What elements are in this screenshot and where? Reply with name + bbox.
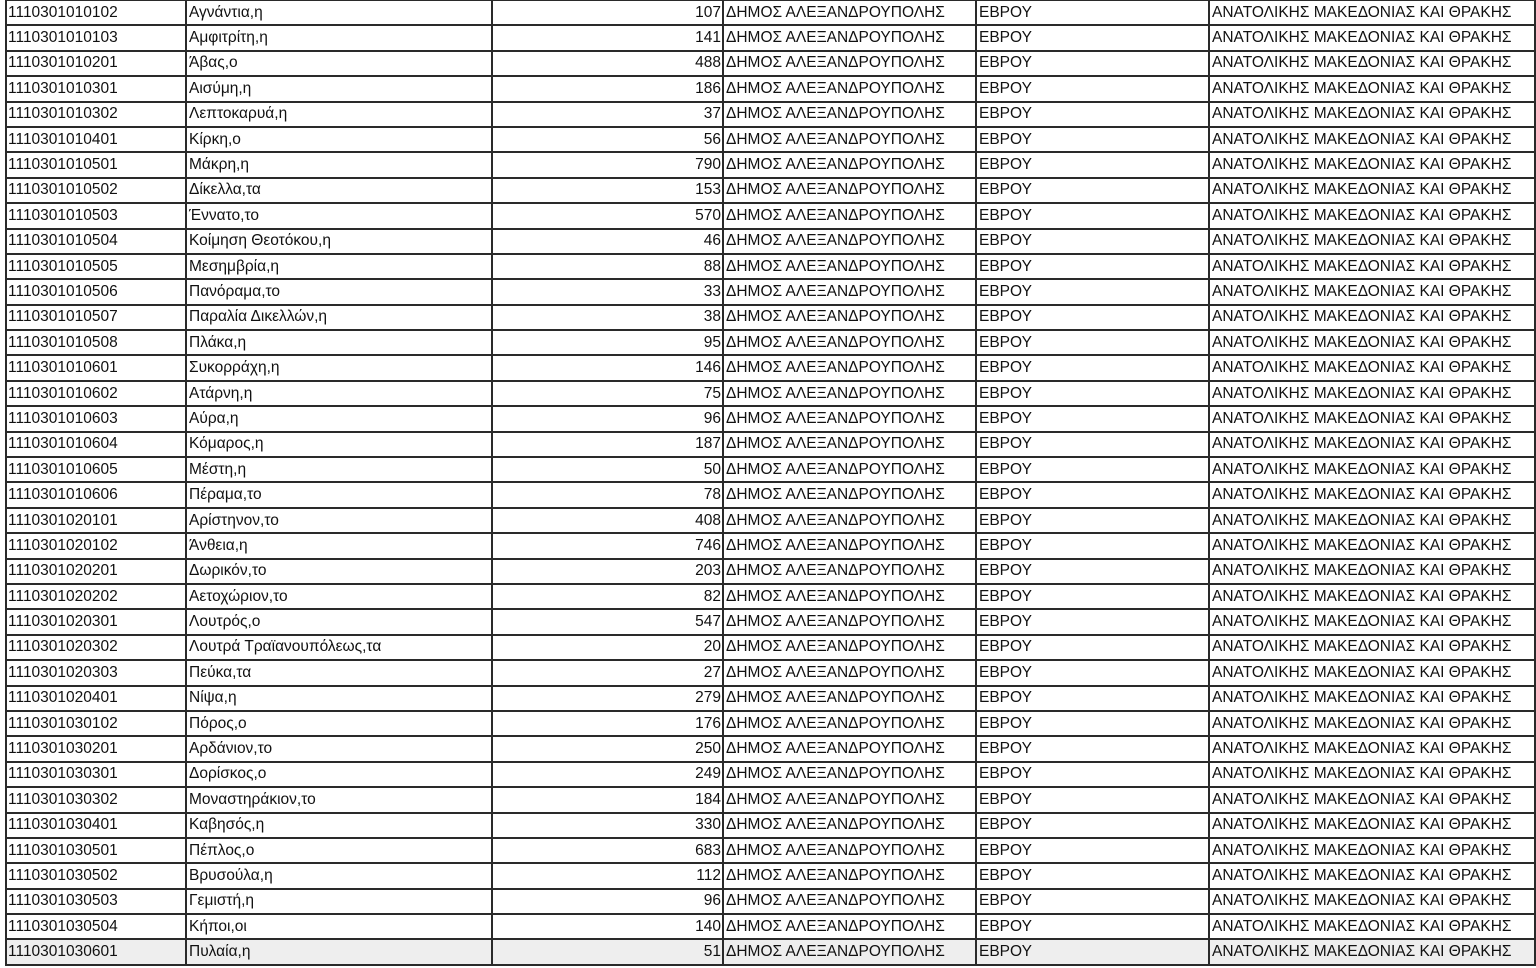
population-cell[interactable]: 82 — [492, 584, 723, 609]
regional-unit-cell[interactable]: ΕΒΡΟΥ — [976, 939, 1209, 964]
region-cell[interactable]: ΑΝΑΤΟΛΙΚΗΣ ΜΑΚΕΔΟΝΙΑΣ ΚΑΙ ΘΡΑΚΗΣ — [1209, 76, 1535, 101]
population-cell[interactable]: 408 — [492, 508, 723, 533]
population-cell[interactable]: 683 — [492, 838, 723, 863]
table-row[interactable] — [6, 152, 1535, 177]
regional-unit-cell[interactable]: ΕΒΡΟΥ — [976, 711, 1209, 736]
settlement-code-cell[interactable]: 1110301010506 — [6, 279, 186, 304]
region-cell[interactable]: ΑΝΑΤΟΛΙΚΗΣ ΜΑΚΕΔΟΝΙΑΣ ΚΑΙ ΘΡΑΚΗΣ — [1209, 432, 1535, 457]
table-row[interactable] — [6, 76, 1535, 101]
settlement-code-cell[interactable]: 1110301020302 — [6, 635, 186, 660]
settlement-name-cell[interactable]: Πόρος,ο — [186, 711, 492, 736]
regional-unit-cell[interactable]: ΕΒΡΟΥ — [976, 609, 1209, 634]
settlement-code-cell[interactable]: 1110301010605 — [6, 457, 186, 482]
settlement-code-cell[interactable]: 1110301020301 — [6, 609, 186, 634]
settlement-code-cell[interactable]: 1110301030502 — [6, 863, 186, 888]
table-row[interactable] — [6, 355, 1535, 380]
population-cell[interactable]: 746 — [492, 533, 723, 558]
region-cell[interactable]: ΑΝΑΤΟΛΙΚΗΣ ΜΑΚΕΔΟΝΙΑΣ ΚΑΙ ΘΡΑΚΗΣ — [1209, 178, 1535, 203]
region-cell[interactable]: ΑΝΑΤΟΛΙΚΗΣ ΜΑΚΕΔΟΝΙΑΣ ΚΑΙ ΘΡΑΚΗΣ — [1209, 686, 1535, 711]
population-cell[interactable]: 78 — [492, 482, 723, 507]
settlement-name-cell[interactable]: Αισύμη,η — [186, 76, 492, 101]
settlement-name-cell[interactable]: Λουτρά Τραϊανουπόλεως,τα — [186, 635, 492, 660]
region-cell[interactable]: ΑΝΑΤΟΛΙΚΗΣ ΜΑΚΕΔΟΝΙΑΣ ΚΑΙ ΘΡΑΚΗΣ — [1209, 559, 1535, 584]
settlement-name-cell[interactable]: Ατάρνη,η — [186, 381, 492, 406]
municipality-cell[interactable]: ΔΗΜΟΣ ΑΛΕΞΑΝΔΡΟΥΠΟΛΗΣ — [723, 76, 976, 101]
settlement-code-cell[interactable]: 1110301010102 — [6, 0, 186, 25]
municipality-cell[interactable]: ΔΗΜΟΣ ΑΛΕΞΑΝΔΡΟΥΠΟΛΗΣ — [723, 51, 976, 76]
regional-unit-cell[interactable]: ΕΒΡΟΥ — [976, 0, 1209, 25]
municipality-cell[interactable]: ΔΗΜΟΣ ΑΛΕΞΑΝΔΡΟΥΠΟΛΗΣ — [723, 533, 976, 558]
population-cell[interactable]: 330 — [492, 813, 723, 838]
settlement-code-cell[interactable]: 1110301020101 — [6, 508, 186, 533]
table-row[interactable] — [6, 381, 1535, 406]
regional-unit-cell[interactable]: ΕΒΡΟΥ — [976, 51, 1209, 76]
municipality-cell[interactable]: ΔΗΜΟΣ ΑΛΕΞΑΝΔΡΟΥΠΟΛΗΣ — [723, 482, 976, 507]
settlement-code-cell[interactable]: 1110301010504 — [6, 229, 186, 254]
region-cell[interactable]: ΑΝΑΤΟΛΙΚΗΣ ΜΑΚΕΔΟΝΙΑΣ ΚΑΙ ΘΡΑΚΗΣ — [1209, 0, 1535, 25]
table-row[interactable] — [6, 736, 1535, 761]
table-row[interactable] — [6, 432, 1535, 457]
region-cell[interactable]: ΑΝΑΤΟΛΙΚΗΣ ΜΑΚΕΔΟΝΙΑΣ ΚΑΙ ΘΡΑΚΗΣ — [1209, 279, 1535, 304]
municipality-cell[interactable]: ΔΗΜΟΣ ΑΛΕΞΑΝΔΡΟΥΠΟΛΗΣ — [723, 660, 976, 685]
region-cell[interactable]: ΑΝΑΤΟΛΙΚΗΣ ΜΑΚΕΔΟΝΙΑΣ ΚΑΙ ΘΡΑΚΗΣ — [1209, 736, 1535, 761]
population-cell[interactable]: 203 — [492, 559, 723, 584]
region-cell[interactable]: ΑΝΑΤΟΛΙΚΗΣ ΜΑΚΕΔΟΝΙΑΣ ΚΑΙ ΘΡΑΚΗΣ — [1209, 635, 1535, 660]
population-cell[interactable]: 96 — [492, 889, 723, 914]
population-cell[interactable]: 790 — [492, 152, 723, 177]
municipality-cell[interactable]: ΔΗΜΟΣ ΑΛΕΞΑΝΔΡΟΥΠΟΛΗΣ — [723, 762, 976, 787]
municipality-cell[interactable]: ΔΗΜΟΣ ΑΛΕΞΑΝΔΡΟΥΠΟΛΗΣ — [723, 330, 976, 355]
settlement-code-cell[interactable]: 1110301030601 — [6, 939, 186, 964]
population-cell[interactable]: 46 — [492, 229, 723, 254]
table-row[interactable] — [6, 508, 1535, 533]
table-row[interactable] — [6, 787, 1535, 812]
settlement-name-cell[interactable]: Δωρικόν,το — [186, 559, 492, 584]
region-cell[interactable]: ΑΝΑΤΟΛΙΚΗΣ ΜΑΚΕΔΟΝΙΑΣ ΚΑΙ ΘΡΑΚΗΣ — [1209, 762, 1535, 787]
settlement-code-cell[interactable]: 1110301020401 — [6, 686, 186, 711]
region-cell[interactable]: ΑΝΑΤΟΛΙΚΗΣ ΜΑΚΕΔΟΝΙΑΣ ΚΑΙ ΘΡΑΚΗΣ — [1209, 863, 1535, 888]
settlement-name-cell[interactable]: Καβησός,η — [186, 813, 492, 838]
population-cell[interactable]: 184 — [492, 787, 723, 812]
population-cell[interactable]: 250 — [492, 736, 723, 761]
settlement-code-cell[interactable]: 1110301030501 — [6, 838, 186, 863]
population-cell[interactable]: 547 — [492, 609, 723, 634]
population-cell[interactable]: 140 — [492, 914, 723, 939]
settlement-name-cell[interactable]: Κήποι,οι — [186, 914, 492, 939]
settlement-name-cell[interactable]: Αύρα,η — [186, 406, 492, 431]
population-cell[interactable]: 570 — [492, 203, 723, 228]
table-row[interactable] — [6, 660, 1535, 685]
regional-unit-cell[interactable]: ΕΒΡΟΥ — [976, 889, 1209, 914]
settlement-code-cell[interactable]: 1110301010401 — [6, 127, 186, 152]
settlement-code-cell[interactable]: 1110301020303 — [6, 660, 186, 685]
settlement-code-cell[interactable]: 1110301020201 — [6, 559, 186, 584]
population-cell[interactable]: 95 — [492, 330, 723, 355]
municipality-cell[interactable]: ΔΗΜΟΣ ΑΛΕΞΑΝΔΡΟΥΠΟΛΗΣ — [723, 863, 976, 888]
population-cell[interactable]: 56 — [492, 127, 723, 152]
table-body — [6, 0, 1535, 965]
municipality-cell[interactable]: ΔΗΜΟΣ ΑΛΕΞΑΝΔΡΟΥΠΟΛΗΣ — [723, 178, 976, 203]
table-row[interactable] — [6, 127, 1535, 152]
settlement-code-cell[interactable]: 1110301030301 — [6, 762, 186, 787]
region-cell[interactable]: ΑΝΑΤΟΛΙΚΗΣ ΜΑΚΕΔΟΝΙΑΣ ΚΑΙ ΘΡΑΚΗΣ — [1209, 406, 1535, 431]
settlement-name-cell[interactable]: Παραλία Δικελλών,η — [186, 305, 492, 330]
municipality-cell[interactable]: ΔΗΜΟΣ ΑΛΕΞΑΝΔΡΟΥΠΟΛΗΣ — [723, 736, 976, 761]
settlement-name-cell[interactable]: Αγνάντια,η — [186, 0, 492, 25]
regional-unit-cell[interactable]: ΕΒΡΟΥ — [976, 152, 1209, 177]
municipality-cell[interactable]: ΔΗΜΟΣ ΑΛΕΞΑΝΔΡΟΥΠΟΛΗΣ — [723, 711, 976, 736]
table-row[interactable] — [6, 203, 1535, 228]
table-row[interactable] — [6, 406, 1535, 431]
settlements-table — [5, 0, 1536, 966]
settlement-name-cell[interactable]: Πεύκα,τα — [186, 660, 492, 685]
municipality-cell[interactable]: ΔΗΜΟΣ ΑΛΕΞΑΝΔΡΟΥΠΟΛΗΣ — [723, 254, 976, 279]
municipality-cell[interactable]: ΔΗΜΟΣ ΑΛΕΞΑΝΔΡΟΥΠΟΛΗΣ — [723, 406, 976, 431]
municipality-cell[interactable]: ΔΗΜΟΣ ΑΛΕΞΑΝΔΡΟΥΠΟΛΗΣ — [723, 939, 976, 964]
regional-unit-cell[interactable]: ΕΒΡΟΥ — [976, 787, 1209, 812]
population-cell[interactable]: 488 — [492, 51, 723, 76]
regional-unit-cell[interactable]: ΕΒΡΟΥ — [976, 406, 1209, 431]
regional-unit-cell[interactable]: ΕΒΡΟΥ — [976, 584, 1209, 609]
municipality-cell[interactable]: ΔΗΜΟΣ ΑΛΕΞΑΝΔΡΟΥΠΟΛΗΣ — [723, 584, 976, 609]
table-row[interactable] — [6, 51, 1535, 76]
region-cell[interactable]: ΑΝΑΤΟΛΙΚΗΣ ΜΑΚΕΔΟΝΙΑΣ ΚΑΙ ΘΡΑΚΗΣ — [1209, 330, 1535, 355]
regional-unit-cell[interactable]: ΕΒΡΟΥ — [976, 686, 1209, 711]
settlement-name-cell[interactable]: Κόμαρος,η — [186, 432, 492, 457]
municipality-cell[interactable]: ΔΗΜΟΣ ΑΛΕΞΑΝΔΡΟΥΠΟΛΗΣ — [723, 457, 976, 482]
settlement-code-cell[interactable]: 1110301030401 — [6, 813, 186, 838]
population-cell[interactable]: 37 — [492, 102, 723, 127]
regional-unit-cell[interactable]: ΕΒΡΟΥ — [976, 762, 1209, 787]
population-cell[interactable]: 186 — [492, 76, 723, 101]
regional-unit-cell[interactable]: ΕΒΡΟΥ — [976, 25, 1209, 50]
regional-unit-cell[interactable]: ΕΒΡΟΥ — [976, 127, 1209, 152]
settlement-name-cell[interactable]: Άβας,ο — [186, 51, 492, 76]
settlement-name-cell[interactable]: Βρυσούλα,η — [186, 863, 492, 888]
population-cell[interactable]: 96 — [492, 406, 723, 431]
table-row[interactable] — [6, 330, 1535, 355]
region-cell[interactable]: ΑΝΑΤΟΛΙΚΗΣ ΜΑΚΕΔΟΝΙΑΣ ΚΑΙ ΘΡΑΚΗΣ — [1209, 457, 1535, 482]
regional-unit-cell[interactable]: ΕΒΡΟΥ — [976, 355, 1209, 380]
regional-unit-cell[interactable]: ΕΒΡΟΥ — [976, 76, 1209, 101]
region-cell[interactable]: ΑΝΑΤΟΛΙΚΗΣ ΜΑΚΕΔΟΝΙΑΣ ΚΑΙ ΘΡΑΚΗΣ — [1209, 787, 1535, 812]
settlement-code-cell[interactable]: 1110301010201 — [6, 51, 186, 76]
settlement-code-cell[interactable]: 1110301010501 — [6, 152, 186, 177]
municipality-cell[interactable]: ΔΗΜΟΣ ΑΛΕΞΑΝΔΡΟΥΠΟΛΗΣ — [723, 559, 976, 584]
population-cell[interactable]: 141 — [492, 25, 723, 50]
table-row[interactable] — [6, 559, 1535, 584]
regional-unit-cell[interactable]: ΕΒΡΟΥ — [976, 914, 1209, 939]
table-row[interactable] — [6, 229, 1535, 254]
region-cell[interactable]: ΑΝΑΤΟΛΙΚΗΣ ΜΑΚΕΔΟΝΙΑΣ ΚΑΙ ΘΡΑΚΗΣ — [1209, 813, 1535, 838]
settlement-code-cell[interactable]: 1110301010502 — [6, 178, 186, 203]
settlement-name-cell[interactable]: Πανόραμα,το — [186, 279, 492, 304]
region-cell[interactable]: ΑΝΑΤΟΛΙΚΗΣ ΜΑΚΕΔΟΝΙΑΣ ΚΑΙ ΘΡΑΚΗΣ — [1209, 355, 1535, 380]
region-cell[interactable]: ΑΝΑΤΟΛΙΚΗΣ ΜΑΚΕΔΟΝΙΑΣ ΚΑΙ ΘΡΑΚΗΣ — [1209, 254, 1535, 279]
table-row[interactable] — [6, 914, 1535, 939]
region-cell[interactable]: ΑΝΑΤΟΛΙΚΗΣ ΜΑΚΕΔΟΝΙΑΣ ΚΑΙ ΘΡΑΚΗΣ — [1209, 660, 1535, 685]
municipality-cell[interactable]: ΔΗΜΟΣ ΑΛΕΞΑΝΔΡΟΥΠΟΛΗΣ — [723, 381, 976, 406]
settlement-name-cell[interactable]: Αμφιτρίτη,η — [186, 25, 492, 50]
region-cell[interactable]: ΑΝΑΤΟΛΙΚΗΣ ΜΑΚΕΔΟΝΙΑΣ ΚΑΙ ΘΡΑΚΗΣ — [1209, 51, 1535, 76]
regional-unit-cell[interactable]: ΕΒΡΟΥ — [976, 178, 1209, 203]
table-row[interactable] — [6, 863, 1535, 888]
settlement-name-cell[interactable]: Μεσημβρία,η — [186, 254, 492, 279]
region-cell[interactable]: ΑΝΑΤΟΛΙΚΗΣ ΜΑΚΕΔΟΝΙΑΣ ΚΑΙ ΘΡΑΚΗΣ — [1209, 203, 1535, 228]
settlement-code-cell[interactable]: 1110301010503 — [6, 203, 186, 228]
settlement-code-cell[interactable]: 1110301010507 — [6, 305, 186, 330]
municipality-cell[interactable]: ΔΗΜΟΣ ΑΛΕΞΑΝΔΡΟΥΠΟΛΗΣ — [723, 635, 976, 660]
regional-unit-cell[interactable]: ΕΒΡΟΥ — [976, 229, 1209, 254]
settlement-code-cell[interactable]: 1110301010601 — [6, 355, 186, 380]
region-cell[interactable]: ΑΝΑΤΟΛΙΚΗΣ ΜΑΚΕΔΟΝΙΑΣ ΚΑΙ ΘΡΑΚΗΣ — [1209, 889, 1535, 914]
settlement-code-cell[interactable]: 1110301010606 — [6, 482, 186, 507]
settlement-name-cell[interactable]: Δίκελλα,τα — [186, 178, 492, 203]
regional-unit-cell[interactable]: ΕΒΡΟΥ — [976, 203, 1209, 228]
regional-unit-cell[interactable]: ΕΒΡΟΥ — [976, 102, 1209, 127]
regional-unit-cell[interactable]: ΕΒΡΟΥ — [976, 838, 1209, 863]
table-row[interactable] — [6, 813, 1535, 838]
municipality-cell[interactable]: ΔΗΜΟΣ ΑΛΕΞΑΝΔΡΟΥΠΟΛΗΣ — [723, 787, 976, 812]
settlement-name-cell[interactable]: Γεμιστή,η — [186, 889, 492, 914]
table-row[interactable] — [6, 102, 1535, 127]
settlement-name-cell[interactable]: Κοίμηση Θεοτόκου,η — [186, 229, 492, 254]
table-row[interactable] — [6, 762, 1535, 787]
region-cell[interactable]: ΑΝΑΤΟΛΙΚΗΣ ΜΑΚΕΔΟΝΙΑΣ ΚΑΙ ΘΡΑΚΗΣ — [1209, 152, 1535, 177]
settlement-name-cell[interactable]: Αετοχώριον,το — [186, 584, 492, 609]
table-row[interactable] — [6, 711, 1535, 736]
municipality-cell[interactable]: ΔΗΜΟΣ ΑΛΕΞΑΝΔΡΟΥΠΟΛΗΣ — [723, 102, 976, 127]
population-cell[interactable]: 249 — [492, 762, 723, 787]
region-cell[interactable]: ΑΝΑΤΟΛΙΚΗΣ ΜΑΚΕΔΟΝΙΑΣ ΚΑΙ ΘΡΑΚΗΣ — [1209, 229, 1535, 254]
municipality-cell[interactable]: ΔΗΜΟΣ ΑΛΕΞΑΝΔΡΟΥΠΟΛΗΣ — [723, 889, 976, 914]
settlement-name-cell[interactable]: Νίψα,η — [186, 686, 492, 711]
regional-unit-cell[interactable]: ΕΒΡΟΥ — [976, 533, 1209, 558]
region-cell[interactable]: ΑΝΑΤΟΛΙΚΗΣ ΜΑΚΕΔΟΝΙΑΣ ΚΑΙ ΘΡΑΚΗΣ — [1209, 305, 1535, 330]
municipality-cell[interactable]: ΔΗΜΟΣ ΑΛΕΞΑΝΔΡΟΥΠΟΛΗΣ — [723, 813, 976, 838]
settlement-name-cell[interactable]: Πέραμα,το — [186, 482, 492, 507]
population-cell[interactable]: 50 — [492, 457, 723, 482]
municipality-cell[interactable]: ΔΗΜΟΣ ΑΛΕΞΑΝΔΡΟΥΠΟΛΗΣ — [723, 838, 976, 863]
settlement-code-cell[interactable]: 1110301010302 — [6, 102, 186, 127]
region-cell[interactable]: ΑΝΑΤΟΛΙΚΗΣ ΜΑΚΕΔΟΝΙΑΣ ΚΑΙ ΘΡΑΚΗΣ — [1209, 25, 1535, 50]
table-row[interactable] — [6, 457, 1535, 482]
regional-unit-cell[interactable]: ΕΒΡΟΥ — [976, 508, 1209, 533]
regional-unit-cell[interactable]: ΕΒΡΟΥ — [976, 381, 1209, 406]
table-row[interactable] — [6, 889, 1535, 914]
settlement-name-cell[interactable]: Πλάκα,η — [186, 330, 492, 355]
population-cell[interactable]: 279 — [492, 686, 723, 711]
table-row[interactable] — [6, 686, 1535, 711]
regional-unit-cell[interactable]: ΕΒΡΟΥ — [976, 279, 1209, 304]
municipality-cell[interactable]: ΔΗΜΟΣ ΑΛΕΞΑΝΔΡΟΥΠΟΛΗΣ — [723, 0, 976, 25]
settlement-name-cell[interactable]: Μάκρη,η — [186, 152, 492, 177]
regional-unit-cell[interactable]: ΕΒΡΟΥ — [976, 330, 1209, 355]
settlement-code-cell[interactable]: 1110301010508 — [6, 330, 186, 355]
region-cell[interactable]: ΑΝΑΤΟΛΙΚΗΣ ΜΑΚΕΔΟΝΙΑΣ ΚΑΙ ΘΡΑΚΗΣ — [1209, 127, 1535, 152]
region-cell[interactable]: ΑΝΑΤΟΛΙΚΗΣ ΜΑΚΕΔΟΝΙΑΣ ΚΑΙ ΘΡΑΚΗΣ — [1209, 711, 1535, 736]
settlement-name-cell[interactable]: Πέπλος,ο — [186, 838, 492, 863]
regional-unit-cell[interactable]: ΕΒΡΟΥ — [976, 635, 1209, 660]
population-cell[interactable]: 38 — [492, 305, 723, 330]
settlement-name-cell[interactable]: Άνθεια,η — [186, 533, 492, 558]
settlement-code-cell[interactable]: 1110301010301 — [6, 76, 186, 101]
population-cell[interactable]: 20 — [492, 635, 723, 660]
table-row[interactable] — [6, 609, 1535, 634]
population-cell[interactable]: 176 — [492, 711, 723, 736]
population-cell[interactable]: 27 — [492, 660, 723, 685]
regional-unit-cell[interactable]: ΕΒΡΟΥ — [976, 254, 1209, 279]
municipality-cell[interactable]: ΔΗΜΟΣ ΑΛΕΞΑΝΔΡΟΥΠΟΛΗΣ — [723, 305, 976, 330]
table-row[interactable] — [6, 0, 1535, 25]
settlement-name-cell[interactable]: Πυλαία,η — [186, 939, 492, 964]
municipality-cell[interactable]: ΔΗΜΟΣ ΑΛΕΞΑΝΔΡΟΥΠΟΛΗΣ — [723, 229, 976, 254]
region-cell[interactable]: ΑΝΑΤΟΛΙΚΗΣ ΜΑΚΕΔΟΝΙΑΣ ΚΑΙ ΘΡΑΚΗΣ — [1209, 381, 1535, 406]
population-cell[interactable]: 146 — [492, 355, 723, 380]
table-row[interactable] — [6, 482, 1535, 507]
region-cell[interactable]: ΑΝΑΤΟΛΙΚΗΣ ΜΑΚΕΔΟΝΙΑΣ ΚΑΙ ΘΡΑΚΗΣ — [1209, 838, 1535, 863]
population-cell[interactable]: 33 — [492, 279, 723, 304]
regional-unit-cell[interactable]: ΕΒΡΟΥ — [976, 432, 1209, 457]
settlement-code-cell[interactable]: 1110301030201 — [6, 736, 186, 761]
table-row[interactable] — [6, 838, 1535, 863]
municipality-cell[interactable]: ΔΗΜΟΣ ΑΛΕΞΑΝΔΡΟΥΠΟΛΗΣ — [723, 355, 976, 380]
settlement-code-cell[interactable]: 1110301030503 — [6, 889, 186, 914]
table-row[interactable] — [6, 178, 1535, 203]
municipality-cell[interactable]: ΔΗΜΟΣ ΑΛΕΞΑΝΔΡΟΥΠΟΛΗΣ — [723, 432, 976, 457]
regional-unit-cell[interactable]: ΕΒΡΟΥ — [976, 305, 1209, 330]
settlement-name-cell[interactable]: Κίρκη,ο — [186, 127, 492, 152]
population-cell[interactable]: 88 — [492, 254, 723, 279]
settlement-code-cell[interactable]: 1110301010602 — [6, 381, 186, 406]
table-row[interactable] — [6, 279, 1535, 304]
municipality-cell[interactable]: ΔΗΜΟΣ ΑΛΕΞΑΝΔΡΟΥΠΟΛΗΣ — [723, 609, 976, 634]
regional-unit-cell[interactable]: ΕΒΡΟΥ — [976, 660, 1209, 685]
municipality-cell[interactable]: ΔΗΜΟΣ ΑΛΕΞΑΝΔΡΟΥΠΟΛΗΣ — [723, 203, 976, 228]
table-row[interactable] — [6, 635, 1535, 660]
settlement-name-cell[interactable]: Μοναστηράκιον,το — [186, 787, 492, 812]
table-row[interactable] — [6, 25, 1535, 50]
settlement-name-cell[interactable]: Συκορράχη,η — [186, 355, 492, 380]
settlement-code-cell[interactable]: 1110301020202 — [6, 584, 186, 609]
population-cell[interactable]: 187 — [492, 432, 723, 457]
municipality-cell[interactable]: ΔΗΜΟΣ ΑΛΕΞΑΝΔΡΟΥΠΟΛΗΣ — [723, 914, 976, 939]
table-row[interactable] — [6, 584, 1535, 609]
population-cell[interactable]: 75 — [492, 381, 723, 406]
regional-unit-cell[interactable]: ΕΒΡΟΥ — [976, 863, 1209, 888]
settlement-name-cell[interactable]: Έννατο,το — [186, 203, 492, 228]
regional-unit-cell[interactable]: ΕΒΡΟΥ — [976, 813, 1209, 838]
region-cell[interactable]: ΑΝΑΤΟΛΙΚΗΣ ΜΑΚΕΔΟΝΙΑΣ ΚΑΙ ΘΡΑΚΗΣ — [1209, 533, 1535, 558]
settlement-name-cell[interactable]: Μέστη,η — [186, 457, 492, 482]
settlement-code-cell[interactable]: 1110301010604 — [6, 432, 186, 457]
region-cell[interactable]: ΑΝΑΤΟΛΙΚΗΣ ΜΑΚΕΔΟΝΙΑΣ ΚΑΙ ΘΡΑΚΗΣ — [1209, 102, 1535, 127]
settlement-code-cell[interactable]: 1110301010505 — [6, 254, 186, 279]
settlement-code-cell[interactable]: 1110301010103 — [6, 25, 186, 50]
population-cell[interactable]: 51 — [492, 939, 723, 964]
municipality-cell[interactable]: ΔΗΜΟΣ ΑΛΕΞΑΝΔΡΟΥΠΟΛΗΣ — [723, 508, 976, 533]
municipality-cell[interactable]: ΔΗΜΟΣ ΑΛΕΞΑΝΔΡΟΥΠΟΛΗΣ — [723, 686, 976, 711]
settlement-name-cell[interactable]: Λεπτοκαρυά,η — [186, 102, 492, 127]
regional-unit-cell[interactable]: ΕΒΡΟΥ — [976, 457, 1209, 482]
region-cell[interactable]: ΑΝΑΤΟΛΙΚΗΣ ΜΑΚΕΔΟΝΙΑΣ ΚΑΙ ΘΡΑΚΗΣ — [1209, 939, 1535, 964]
table-row[interactable] — [6, 533, 1535, 558]
region-cell[interactable]: ΑΝΑΤΟΛΙΚΗΣ ΜΑΚΕΔΟΝΙΑΣ ΚΑΙ ΘΡΑΚΗΣ — [1209, 508, 1535, 533]
regional-unit-cell[interactable]: ΕΒΡΟΥ — [976, 482, 1209, 507]
population-cell[interactable]: 107 — [492, 0, 723, 25]
settlement-name-cell[interactable]: Αρίστηνον,το — [186, 508, 492, 533]
settlement-code-cell[interactable]: 1110301010603 — [6, 406, 186, 431]
settlement-code-cell[interactable]: 1110301030302 — [6, 787, 186, 812]
settlement-code-cell[interactable]: 1110301030102 — [6, 711, 186, 736]
settlement-name-cell[interactable]: Λουτρός,ο — [186, 609, 492, 634]
population-cell[interactable]: 112 — [492, 863, 723, 888]
spreadsheet-sheet — [5, 0, 1534, 966]
settlement-name-cell[interactable]: Αρδάνιον,το — [186, 736, 492, 761]
municipality-cell[interactable]: ΔΗΜΟΣ ΑΛΕΞΑΝΔΡΟΥΠΟΛΗΣ — [723, 25, 976, 50]
municipality-cell[interactable]: ΔΗΜΟΣ ΑΛΕΞΑΝΔΡΟΥΠΟΛΗΣ — [723, 127, 976, 152]
table-row[interactable] — [6, 305, 1535, 330]
region-cell[interactable]: ΑΝΑΤΟΛΙΚΗΣ ΜΑΚΕΔΟΝΙΑΣ ΚΑΙ ΘΡΑΚΗΣ — [1209, 482, 1535, 507]
settlement-code-cell[interactable]: 1110301030504 — [6, 914, 186, 939]
settlement-name-cell[interactable]: Δορίσκος,ο — [186, 762, 492, 787]
region-cell[interactable]: ΑΝΑΤΟΛΙΚΗΣ ΜΑΚΕΔΟΝΙΑΣ ΚΑΙ ΘΡΑΚΗΣ — [1209, 584, 1535, 609]
regional-unit-cell[interactable]: ΕΒΡΟΥ — [976, 559, 1209, 584]
municipality-cell[interactable]: ΔΗΜΟΣ ΑΛΕΞΑΝΔΡΟΥΠΟΛΗΣ — [723, 279, 976, 304]
regional-unit-cell[interactable]: ΕΒΡΟΥ — [976, 736, 1209, 761]
municipality-cell[interactable]: ΔΗΜΟΣ ΑΛΕΞΑΝΔΡΟΥΠΟΛΗΣ — [723, 152, 976, 177]
region-cell[interactable]: ΑΝΑΤΟΛΙΚΗΣ ΜΑΚΕΔΟΝΙΑΣ ΚΑΙ ΘΡΑΚΗΣ — [1209, 609, 1535, 634]
region-cell[interactable]: ΑΝΑΤΟΛΙΚΗΣ ΜΑΚΕΔΟΝΙΑΣ ΚΑΙ ΘΡΑΚΗΣ — [1209, 914, 1535, 939]
table-row[interactable] — [6, 254, 1535, 279]
table-row[interactable] — [6, 939, 1535, 964]
settlement-code-cell[interactable]: 1110301020102 — [6, 533, 186, 558]
population-cell[interactable]: 153 — [492, 178, 723, 203]
